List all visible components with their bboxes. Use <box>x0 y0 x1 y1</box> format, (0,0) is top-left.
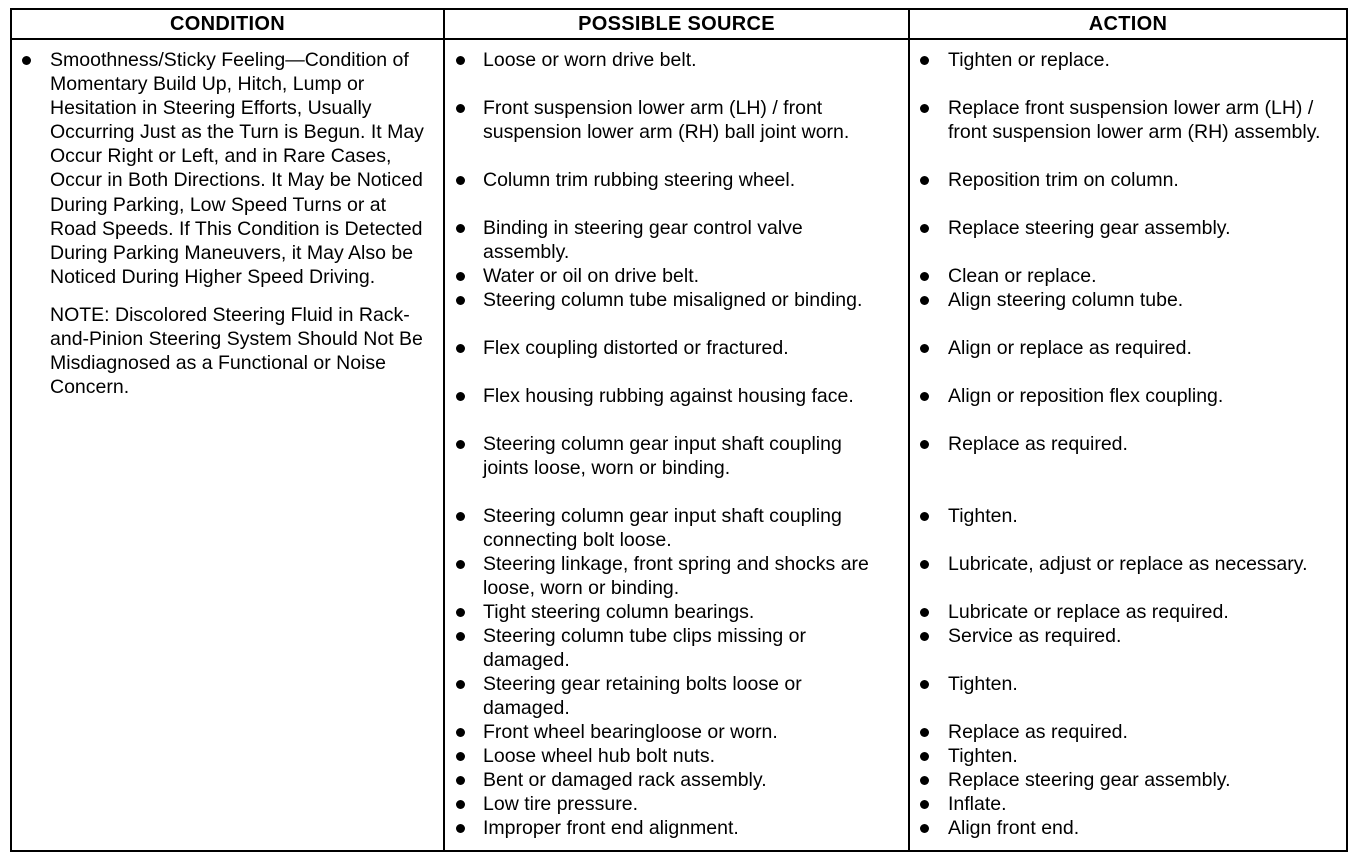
action-text: Lubricate, adjust or replace as necessary. <box>948 553 1308 575</box>
bullet-icon <box>920 608 929 617</box>
bullet-icon <box>920 56 929 65</box>
source-text: Front suspension lower arm (LH) / front suspension lower arm (RH) ball joint worn. <box>483 97 850 144</box>
bullet-icon <box>920 176 929 185</box>
action-item <box>910 504 1346 528</box>
action-text: Tighten. <box>948 505 1018 527</box>
source-item <box>445 600 890 624</box>
bullet-icon <box>920 728 929 737</box>
bullet-icon <box>456 272 465 281</box>
condition-column <box>12 48 435 399</box>
action-item <box>910 48 1346 72</box>
action-item <box>910 288 1346 312</box>
source-item <box>445 768 890 792</box>
bullet-icon <box>920 296 929 305</box>
source-item <box>445 96 890 144</box>
action-text: Replace steering gear assembly. <box>948 217 1231 239</box>
bullet-icon <box>920 392 929 401</box>
source-text: Steering column tube misaligned or binding. <box>483 289 863 311</box>
diagnosis-table <box>10 8 1348 852</box>
source-item <box>445 744 890 768</box>
source-text: Loose wheel hub bolt nuts. <box>483 745 716 767</box>
bullet-icon <box>456 776 465 785</box>
bullet-icon <box>456 560 465 569</box>
source-item <box>445 288 890 312</box>
source-text: Loose or worn drive belt. <box>483 49 697 71</box>
action-item <box>910 216 1346 240</box>
source-item <box>445 816 890 840</box>
bullet-icon <box>920 440 929 449</box>
action-text: Align or reposition flex coupling. <box>948 385 1224 407</box>
source-text: Steering linkage, front spring and shocks are loose, worn or binding. <box>483 553 869 600</box>
bullet-icon <box>456 296 465 305</box>
bullet-icon <box>456 512 465 521</box>
header-condition: CONDITION <box>170 13 285 35</box>
source-item <box>445 624 890 672</box>
bullet-icon <box>920 752 929 761</box>
bullet-icon <box>920 104 929 113</box>
header-possible-source: POSSIBLE SOURCE <box>578 13 775 35</box>
action-item <box>910 744 1346 768</box>
source-text: Tight steering column bearings. <box>483 601 755 623</box>
bullet-icon <box>920 272 929 281</box>
action-item <box>910 96 1346 144</box>
action-text: Align front end. <box>948 817 1080 839</box>
action-text: Clean or replace. <box>948 265 1097 287</box>
condition-text: Smoothness/Sticky Feeling—Condition of Momentary Build Up, Hitch, Lump or Hesitation in Steering Efforts, Usually Occurring Just as the Turn is Begun. It May Occur Right or Left, and in Rare Cases, Occur in Both Directions. It May be Noticed During Parking, Low Speed Turns or at Road Speeds. If This Condition is Detected During Parking Maneuvers, it May Also be Noticed During Higher Speed Driving. <box>50 49 424 288</box>
action-text: Inflate. <box>948 793 1007 815</box>
source-item <box>445 384 890 408</box>
bullet-icon <box>456 728 465 737</box>
source-item <box>445 432 890 480</box>
source-item <box>445 552 890 600</box>
action-text: Lubricate or replace as required. <box>948 601 1229 623</box>
action-item <box>910 432 1346 456</box>
action-item <box>910 672 1346 696</box>
source-text: Low tire pressure. <box>483 793 638 815</box>
action-item <box>910 624 1346 648</box>
source-item <box>445 792 890 816</box>
bullet-icon <box>920 680 929 689</box>
source-item <box>445 720 890 744</box>
source-text: Column trim rubbing steering wheel. <box>483 169 796 191</box>
bullet-icon <box>22 56 31 65</box>
action-text: Replace as required. <box>948 433 1128 455</box>
bullet-icon <box>920 560 929 569</box>
action-item <box>910 552 1346 576</box>
source-item <box>445 48 890 72</box>
bullet-icon <box>920 224 929 233</box>
action-text: Service as required. <box>948 625 1122 647</box>
bullet-icon <box>456 344 465 353</box>
header-action: ACTION <box>1088 13 1168 35</box>
action-item <box>910 768 1346 792</box>
action-item <box>910 816 1346 840</box>
bullet-icon <box>456 824 465 833</box>
bullet-icon <box>920 512 929 521</box>
bullet-icon <box>456 104 465 113</box>
source-item <box>445 672 890 720</box>
action-text: Replace front suspension lower arm (LH) / front suspension lower arm (RH) assembly. <box>948 97 1321 144</box>
source-item <box>445 264 890 288</box>
source-text: Steering gear retaining bolts loose or damaged. <box>483 673 802 720</box>
bullet-icon <box>920 344 929 353</box>
source-text: Bent or damaged rack assembly. <box>483 769 767 791</box>
action-text: Reposition trim on column. <box>948 169 1179 191</box>
source-text: Steering column tube clips missing or damaged. <box>483 625 806 672</box>
bullet-icon <box>920 800 929 809</box>
source-text: Water or oil on drive belt. <box>483 265 700 287</box>
bullet-icon <box>456 392 465 401</box>
source-text: Flex housing rubbing against housing face. <box>483 385 854 407</box>
bullet-icon <box>456 176 465 185</box>
header-divider <box>12 38 1346 40</box>
action-item <box>910 384 1346 408</box>
action-item <box>910 264 1346 288</box>
condition-note: NOTE: Discolored Steering Fluid in Rack-and-Pinion Steering System Should Not Be Misdiagnosed as a Functional or Noise Concern. <box>50 303 423 399</box>
bullet-icon <box>456 680 465 689</box>
action-text: Replace as required. <box>948 721 1128 743</box>
bullet-icon <box>456 224 465 233</box>
bullet-icon <box>456 800 465 809</box>
source-text: Steering column gear input shaft coupling joints loose, worn or binding. <box>483 433 842 480</box>
action-text: Align steering column tube. <box>948 289 1184 311</box>
source-text: Binding in steering gear control valve assembly. <box>483 217 803 264</box>
bullet-icon <box>920 776 929 785</box>
action-item <box>910 600 1346 624</box>
bullet-icon <box>456 608 465 617</box>
action-text: Tighten. <box>948 673 1018 695</box>
action-item <box>910 792 1346 816</box>
bullet-icon <box>456 56 465 65</box>
action-item <box>910 720 1346 744</box>
action-text: Replace steering gear assembly. <box>948 769 1231 791</box>
action-item <box>910 168 1346 192</box>
bullet-icon <box>456 632 465 641</box>
bullet-icon <box>920 632 929 641</box>
source-text: Steering column gear input shaft coupling connecting bolt loose. <box>483 505 842 552</box>
bullet-icon <box>920 824 929 833</box>
source-item <box>445 216 890 264</box>
bullet-icon <box>456 752 465 761</box>
action-text: Align or replace as required. <box>948 337 1192 359</box>
bullet-icon <box>456 440 465 449</box>
source-text: Flex coupling distorted or fractured. <box>483 337 789 359</box>
source-item <box>445 168 890 192</box>
source-text: Improper front end alignment. <box>483 817 739 839</box>
action-item <box>910 336 1346 360</box>
source-item <box>445 504 890 552</box>
condition-item <box>12 48 435 289</box>
source-text: Front wheel bearingloose or worn. <box>483 721 778 743</box>
source-item <box>445 336 890 360</box>
action-text: Tighten. <box>948 745 1018 767</box>
action-text: Tighten or replace. <box>948 49 1110 71</box>
